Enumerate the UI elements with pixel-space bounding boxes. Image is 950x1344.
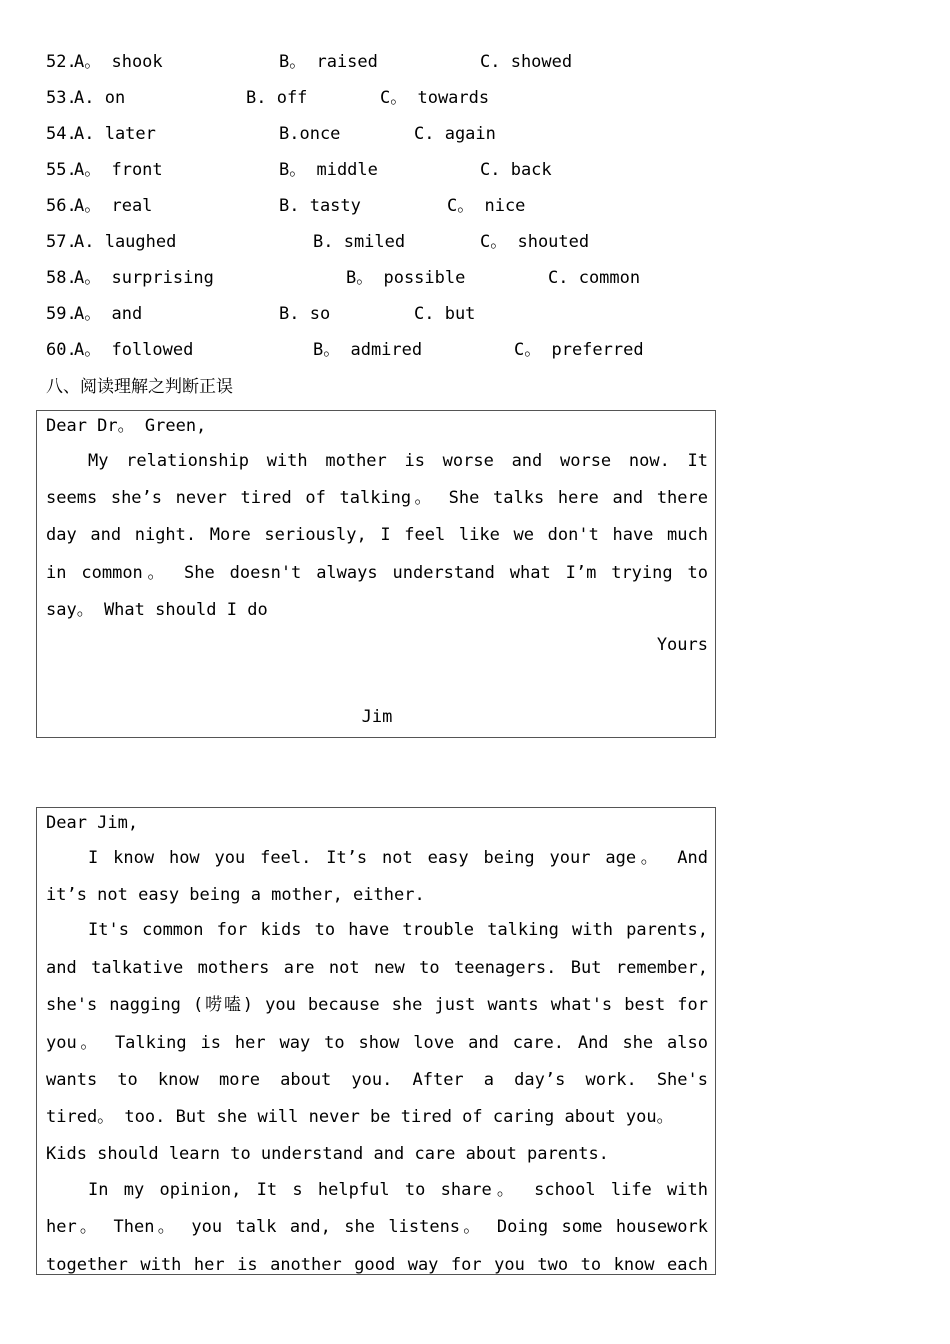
option-c: C。 preferred: [514, 340, 644, 360]
option-b: B. smiled: [313, 232, 406, 252]
letter-box-reply: [36, 807, 716, 1275]
letter-line: It's common for kids to have trouble talking with parents,: [88, 920, 708, 940]
option-a: A。 shook: [74, 52, 163, 72]
option-c: C。 nice: [447, 196, 526, 216]
letter-line: it’s not easy being a mother, either.: [46, 885, 425, 905]
option-c: C. back: [480, 160, 552, 180]
letter-line: I know how you feel. It’s not easy being your age。 And: [88, 848, 708, 868]
option-b: B. so: [279, 304, 331, 324]
option-b: B. off: [246, 88, 308, 108]
option-b: B. tasty: [279, 196, 361, 216]
question-number: 60.: [46, 340, 77, 360]
option-b: B。 possible: [346, 268, 466, 288]
question-number: 58.: [46, 268, 77, 288]
letter-box-jim: [36, 410, 716, 738]
letter-line: her。 Then。 you talk and, she listens。 Doing some housework: [46, 1217, 708, 1237]
letter-greeting: Dear Jim,: [46, 813, 139, 833]
letter-line: say。 What should I do: [46, 600, 268, 620]
letter-line: In my opinion, It s helpful to share。 school life with: [88, 1180, 708, 1200]
letter-line: My relationship with mother is worse and worse now. It: [88, 451, 708, 471]
option-b: B.once: [279, 124, 341, 144]
option-a: A。 and: [74, 304, 143, 324]
letter-line: you。 Talking is her way to show love and care. And she also: [46, 1033, 708, 1053]
letter-line: wants to know more about you. After a day’s work. She's: [46, 1070, 708, 1090]
option-c: C. again: [414, 124, 496, 144]
option-c: C. but: [414, 304, 476, 324]
question-number: 55.: [46, 160, 77, 180]
option-a: A. on: [74, 88, 126, 108]
option-b: B。 middle: [279, 160, 378, 180]
question-number: 53.: [46, 88, 77, 108]
option-c: C. showed: [480, 52, 573, 72]
letter-line: and talkative mothers are not new to teenagers. But remember,: [46, 958, 708, 978]
letter-line: tired。 too. But she will never be tired of caring about you。: [46, 1107, 674, 1127]
section-title: 八、阅读理解之判断正误: [46, 377, 233, 397]
letter-line: she's nagging (唠嗑) you because she just wants what's best for: [46, 995, 708, 1015]
question-number: 54.: [46, 124, 77, 144]
option-a: A. laughed: [74, 232, 177, 252]
letter-line: together with her is another good way for you two to know each: [46, 1255, 708, 1275]
question-number: 59.: [46, 304, 77, 324]
question-number: 52.: [46, 52, 77, 72]
letter-closing: Yours: [656, 635, 708, 655]
option-c: C。 shouted: [480, 232, 590, 252]
option-a: A。 real: [74, 196, 153, 216]
option-c: C。 towards: [380, 88, 490, 108]
letter-line: seems she’s never tired of talking。 She talks here and there: [46, 488, 708, 508]
letter-line: Kids should learn to understand and care about parents.: [46, 1144, 609, 1164]
letter-signature: Jim: [361, 707, 393, 727]
letter-line: in common。 She doesn't always understand what I’m trying to: [46, 563, 708, 583]
option-a: A. later: [74, 124, 156, 144]
option-a: A。 front: [74, 160, 163, 180]
option-a: A。 followed: [74, 340, 194, 360]
letter-greeting: Dear Dr。 Green,: [46, 416, 207, 436]
question-number: 56.: [46, 196, 77, 216]
option-b: B。 raised: [279, 52, 378, 72]
letter-line: day and night. More seriously, I feel like we don't have much: [46, 525, 708, 545]
question-number: 57.: [46, 232, 77, 252]
option-b: B。 admired: [313, 340, 423, 360]
option-a: A。 surprising: [74, 268, 214, 288]
option-c: C. common: [548, 268, 641, 288]
